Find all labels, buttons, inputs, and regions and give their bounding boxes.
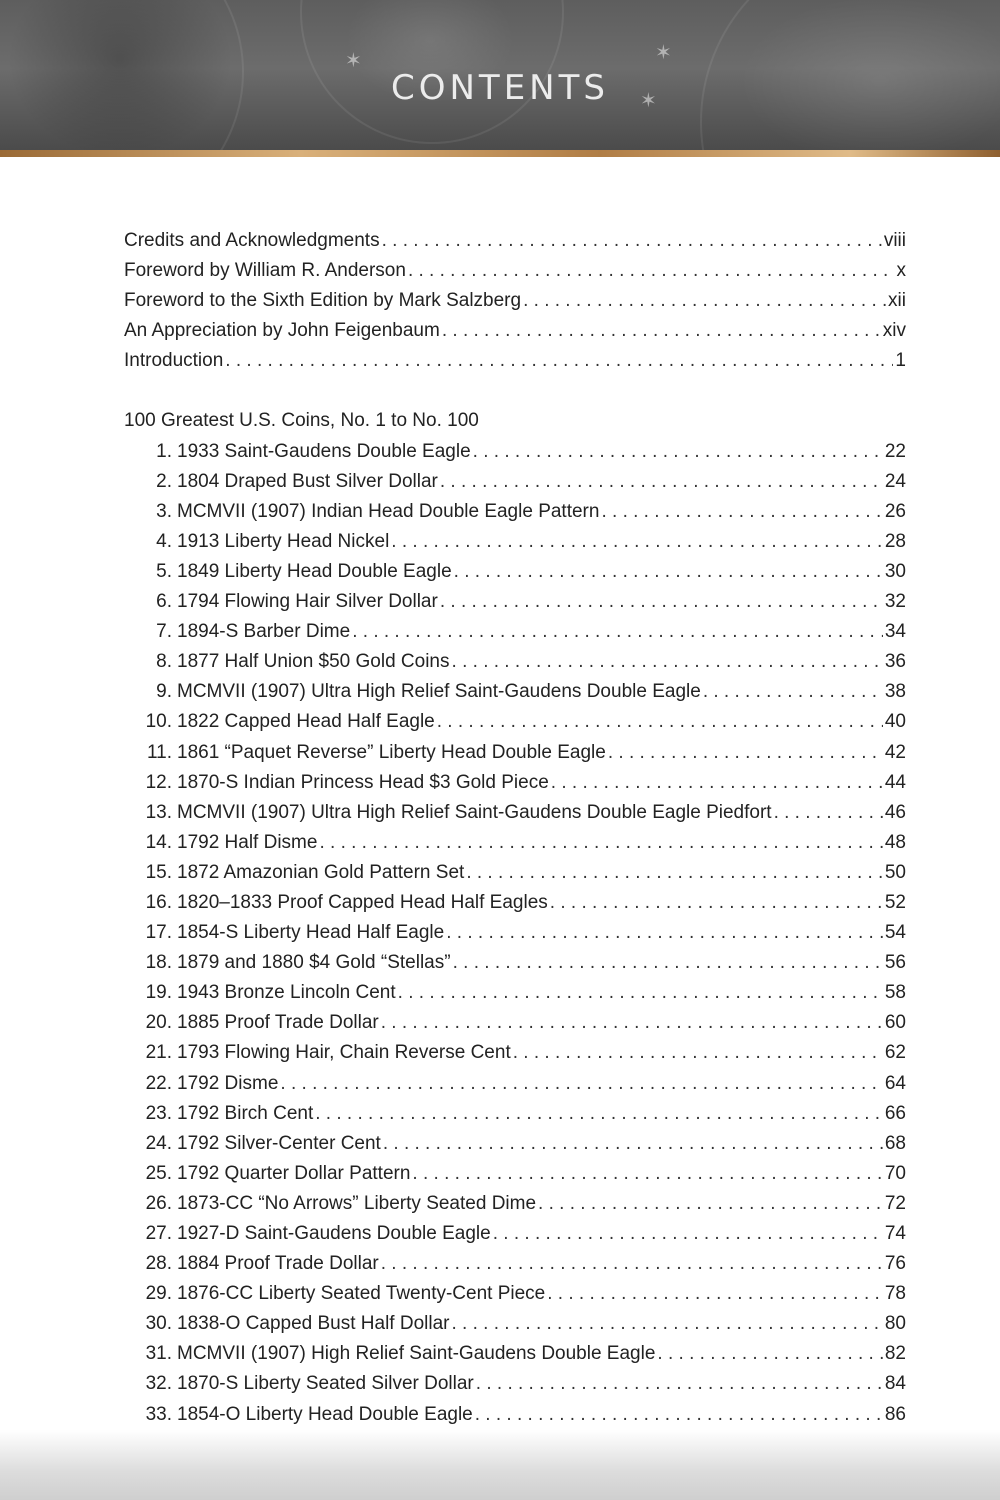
toc-entry-title: 1884 Proof Trade Dollar (177, 1253, 379, 1275)
toc-entry-title: 1792 Quarter Dollar Pattern (177, 1162, 411, 1184)
page-number: 74 (884, 1223, 906, 1244)
page-number: 24 (884, 470, 906, 492)
toc-row (124, 1249, 906, 1279)
page-number: 26 (884, 500, 906, 522)
entry-number: 7. (156, 621, 172, 643)
toc-entry-title: 1872 Amazonian Gold Pattern Set (177, 861, 465, 883)
toc-row (124, 978, 906, 1008)
toc-row (124, 497, 906, 527)
toc-row (124, 316, 906, 346)
page-number: 64 (884, 1072, 906, 1094)
toc-row (124, 1339, 906, 1369)
leader-dots (225, 346, 893, 376)
toc-entry-title: An Appreciation by John Feigenbaum (124, 320, 440, 342)
leader-dots (454, 557, 883, 587)
toc-row (124, 677, 906, 707)
toc-row (124, 768, 906, 798)
leader-dots (412, 1159, 882, 1189)
entry-number: 3. (156, 500, 172, 522)
toc-entry-title: 1822 Capped Head Half Eagle (177, 711, 435, 733)
page-number: 44 (884, 771, 906, 793)
toc-entry-title: 1792 Silver-Center Cent (177, 1132, 381, 1154)
leader-dots (442, 316, 881, 346)
header-banner (0, 0, 1000, 152)
entry-number: 17. (145, 922, 172, 944)
toc-entry-title: Introduction (124, 350, 224, 372)
leader-dots (475, 1400, 883, 1430)
coin-entries-list (124, 437, 906, 1430)
page-number: 50 (884, 861, 906, 883)
leader-dots (446, 918, 883, 948)
leader-dots (523, 286, 886, 316)
toc-entry-title: 1861 “Paquet Reverse” Liberty Head Double Eagle (177, 741, 606, 763)
toc-row (124, 798, 906, 828)
toc-row (124, 1129, 906, 1159)
entry-number: 32. (145, 1373, 172, 1395)
leader-dots (440, 587, 883, 617)
leader-dots (476, 1369, 883, 1399)
entry-number: 13. (145, 801, 172, 823)
leader-dots (538, 1189, 883, 1219)
entry-number: 27. (145, 1223, 172, 1244)
section-heading: 100 Greatest U.S. Coins, No. 1 to No. 100 (124, 410, 479, 432)
leader-dots (466, 858, 883, 888)
toc-entry-title: Foreword by William R. Anderson (124, 260, 406, 282)
toc-row (124, 707, 906, 737)
toc-row (124, 1159, 906, 1189)
toc-entry-title: 1792 Birch Cent (177, 1102, 314, 1124)
toc-row (124, 1069, 906, 1099)
toc-entry-title: 1804 Draped Bust Silver Dollar (177, 470, 438, 492)
toc-entry-title: 1792 Disme (177, 1072, 279, 1094)
toc-row (124, 918, 906, 948)
page-number: 78 (884, 1283, 906, 1305)
toc-entry-title: 1879 and 1880 $4 Gold “Stellas” (177, 952, 451, 974)
toc-entry-title: MCMVII (1907) Ultra High Relief Saint-Gaudens Double Eagle Piedfort (177, 801, 772, 823)
leader-dots (440, 467, 883, 497)
leader-dots (550, 888, 883, 918)
toc-entry-title: 1854-O Liberty Head Double Eagle (177, 1403, 473, 1425)
star-icon: ✶ (640, 90, 657, 112)
leader-dots (452, 647, 883, 677)
leader-dots (315, 1099, 883, 1129)
page-number: 58 (884, 982, 906, 1004)
leader-dots (382, 226, 882, 256)
toc-row (124, 256, 906, 286)
toc-entry-title: MCMVII (1907) Ultra High Relief Saint-Gaudens Double Eagle (177, 681, 701, 703)
entry-number: 22. (145, 1072, 172, 1094)
page-number: 70 (884, 1162, 906, 1184)
page-number: 66 (884, 1102, 906, 1124)
entry-number: 14. (145, 831, 172, 853)
page-title: CONTENTS (391, 68, 609, 108)
entry-number: 15. (145, 861, 172, 883)
leader-dots (774, 798, 883, 828)
leader-dots (657, 1339, 882, 1369)
toc-entry-title: 1870-S Liberty Seated Silver Dollar (177, 1373, 474, 1395)
page-number: 82 (884, 1343, 906, 1365)
star-icon: ✶ (655, 42, 672, 64)
entry-number: 30. (145, 1313, 172, 1335)
leader-dots (381, 1249, 883, 1279)
leader-dots (408, 256, 895, 286)
entry-number: 29. (145, 1283, 172, 1305)
toc-row (124, 286, 906, 316)
leader-dots (398, 978, 883, 1008)
page-number: 30 (884, 560, 906, 582)
toc-entry-title: 1820–1833 Proof Capped Head Half Eagles (177, 891, 548, 913)
section-gap (124, 376, 906, 406)
page-number: 52 (884, 891, 906, 913)
leader-dots (280, 1069, 882, 1099)
leader-dots (381, 1008, 883, 1038)
toc-entry-title: 1838-O Capped Bust Half Dollar (177, 1313, 450, 1335)
toc-entry-title: 1792 Half Disme (177, 831, 318, 853)
accent-stripe (0, 150, 1000, 157)
entry-number: 18. (145, 952, 172, 974)
leader-dots (703, 677, 883, 707)
entry-number: 31. (145, 1343, 172, 1365)
entry-number: 23. (145, 1102, 172, 1124)
page-number: 48 (884, 831, 906, 853)
toc-entry-title: 1854-S Liberty Head Half Eagle (177, 922, 445, 944)
table-of-contents (124, 226, 906, 1430)
entry-number: 11. (146, 741, 172, 763)
entry-number: 20. (145, 1012, 172, 1034)
leader-dots (352, 617, 883, 647)
leader-dots (473, 437, 883, 467)
toc-row (124, 467, 906, 497)
toc-entry-title: 1876-CC Liberty Seated Twenty-Cent Piece (177, 1283, 546, 1305)
entry-number: 6. (156, 591, 172, 613)
page-number: 54 (884, 922, 906, 944)
toc-row (124, 587, 906, 617)
toc-row (124, 1099, 906, 1129)
toc-row (124, 1219, 906, 1249)
entry-number: 1. (156, 440, 172, 462)
entry-number: 25. (145, 1162, 172, 1184)
toc-row (124, 948, 906, 978)
page-number: 68 (884, 1132, 906, 1154)
page-number: 60 (884, 1012, 906, 1034)
page-number: 56 (884, 952, 906, 974)
toc-entry-title: 1870-S Indian Princess Head $3 Gold Piece (177, 771, 549, 793)
page-number: 36 (884, 651, 906, 673)
toc-row (124, 226, 906, 256)
page-number: 34 (884, 621, 906, 643)
page-number: viii (883, 230, 906, 251)
toc-entry-title: 1849 Liberty Head Double Eagle (177, 560, 452, 582)
toc-entry-title: 1873-CC “No Arrows” Liberty Seated Dime (177, 1192, 537, 1214)
page-number: 38 (884, 681, 906, 703)
toc-row (124, 647, 906, 677)
entry-number: 12. (145, 771, 172, 793)
page-number: 86 (884, 1403, 906, 1425)
leader-dots (608, 738, 883, 768)
leader-dots (493, 1219, 883, 1249)
leader-dots (601, 497, 882, 527)
toc-row (124, 1038, 906, 1068)
toc-row (124, 828, 906, 858)
toc-entry-title: 1877 Half Union $50 Gold Coins (177, 651, 450, 673)
toc-entry-title: 1913 Liberty Head Nickel (177, 530, 390, 552)
page-number: xii (888, 290, 906, 312)
toc-row (124, 1189, 906, 1219)
toc-row (124, 1369, 906, 1399)
toc-row (124, 888, 906, 918)
page-number: 32 (884, 591, 906, 613)
page-number: 46 (884, 801, 906, 823)
page-number: 22 (884, 440, 906, 462)
page-number: 84 (884, 1373, 906, 1395)
toc-entry-title: 1885 Proof Trade Dollar (177, 1012, 379, 1034)
toc-entry-title: MCMVII (1907) Indian Head Double Eagle Pattern (177, 500, 600, 522)
page-number: 40 (884, 711, 906, 733)
entry-number: 10. (145, 711, 172, 733)
toc-entry-title: 1933 Saint-Gaudens Double Eagle (177, 440, 471, 462)
leader-dots (437, 707, 883, 737)
page-number: 42 (884, 741, 906, 763)
entry-number: 19. (145, 982, 172, 1004)
star-icon: ✶ (345, 50, 362, 72)
toc-entry-title: Foreword to the Sixth Edition by Mark Salzberg (124, 290, 522, 312)
page-number: 80 (884, 1313, 906, 1335)
toc-row (124, 1008, 906, 1038)
front-matter-list (124, 226, 906, 376)
entry-number: 2. (156, 470, 172, 492)
page-number: 62 (884, 1042, 906, 1064)
leader-dots (551, 768, 883, 798)
page-number: 28 (884, 530, 906, 552)
toc-row (124, 858, 906, 888)
entry-number: 5. (156, 560, 172, 582)
leader-dots (319, 828, 882, 858)
toc-row (124, 1279, 906, 1309)
toc-row (124, 346, 906, 376)
toc-row (124, 527, 906, 557)
page-number: 1 (895, 350, 906, 372)
leader-dots (451, 1309, 882, 1339)
toc-row (124, 1309, 906, 1339)
toc-row (124, 437, 906, 467)
entry-number: 26. (145, 1192, 172, 1214)
toc-entry-title: 1927-D Saint-Gaudens Double Eagle (177, 1223, 491, 1244)
leader-dots (513, 1038, 883, 1068)
entry-number: 28. (145, 1253, 172, 1275)
page-number: 76 (884, 1253, 906, 1275)
leader-dots (453, 948, 883, 978)
leader-dots (391, 527, 883, 557)
footer-texture (0, 1430, 1000, 1500)
toc-entry-title: 1894-S Barber Dime (177, 621, 351, 643)
toc-entry-title: 1943 Bronze Lincoln Cent (177, 982, 396, 1004)
entry-number: 9. (156, 681, 172, 703)
page-number: 72 (884, 1192, 906, 1214)
toc-row (124, 617, 906, 647)
entry-number: 4. (156, 530, 172, 552)
toc-row (124, 1400, 906, 1430)
entry-number: 24. (145, 1132, 172, 1154)
toc-entry-title: 1794 Flowing Hair Silver Dollar (177, 591, 438, 613)
page-number: x (896, 260, 906, 282)
toc-entry-title: Credits and Acknowledgments (124, 230, 380, 251)
leader-dots (547, 1279, 883, 1309)
entry-number: 8. (156, 651, 172, 673)
toc-row (124, 557, 906, 587)
entry-number: 16. (145, 891, 172, 913)
toc-row (124, 738, 906, 768)
page-number: xiv (882, 320, 906, 342)
entry-number: 33. (145, 1403, 172, 1425)
leader-dots (383, 1129, 883, 1159)
entry-number: 21. (145, 1042, 172, 1064)
toc-entry-title: 1793 Flowing Hair, Chain Reverse Cent (177, 1042, 511, 1064)
toc-entry-title: MCMVII (1907) High Relief Saint-Gaudens Double Eagle (177, 1343, 656, 1365)
